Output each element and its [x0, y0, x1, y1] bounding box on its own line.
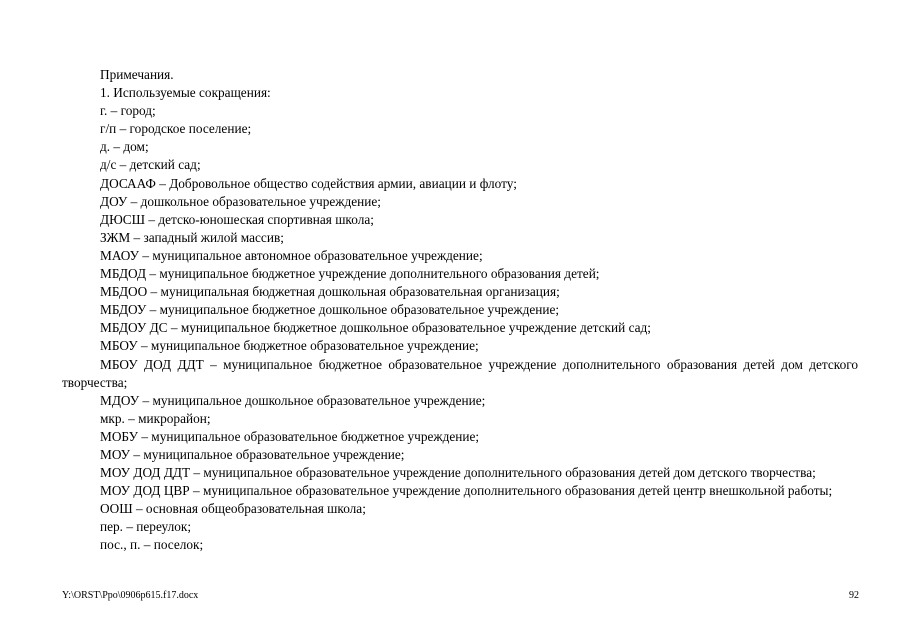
abbreviation-line: г. – город; — [100, 103, 156, 119]
abbreviation-line: МБОУ – муниципальное бюджетное образовательное учреждение; — [100, 338, 479, 354]
abbreviation-line: ООШ – основная общеобразовательная школа; — [100, 501, 366, 517]
abbreviation-line: пер. – переулок; — [100, 519, 192, 535]
abbreviation-line: ДОСААФ – Добровольное общество содействия армии, авиации и флоту; — [100, 175, 517, 191]
abbreviations-heading: 1. Используемые сокращения: — [100, 85, 271, 101]
abbreviation-line: МБДОО – муниципальная бюджетная дошкольная образовательная организация; — [100, 284, 560, 300]
abbreviation-line: МАОУ – муниципальное автономное образовательное учреждение; — [100, 247, 483, 263]
abbreviation-line: МОУ ДОД ДДТ – муниципальное образовательное учреждение дополнительного образования детей дом детского творчества; — [100, 465, 816, 481]
abbreviation-line: мкр. – микрорайон; — [100, 410, 211, 426]
abbreviation-line: МБДОД – муниципальное бюджетное учреждение дополнительного образования детей; — [100, 266, 600, 282]
abbreviation-line: ДОУ – дошкольное образовательное учреждение; — [100, 193, 381, 209]
abbreviation-line: д/с – детский сад; — [100, 157, 201, 173]
abbreviation-line: МОБУ – муниципальное образовательное бюджетное учреждение; — [100, 428, 480, 444]
notes-heading: Примечания. — [100, 67, 174, 82]
abbreviation-line: ЗЖМ – западный жилой массив; — [100, 229, 284, 245]
abbreviation-line: ДЮСШ – детско-юношеская спортивная школа; — [100, 211, 374, 227]
abbreviation-line: МБДОУ – муниципальное бюджетное дошкольное образовательное учреждение; — [100, 302, 560, 318]
abbreviation-line: МДОУ – муниципальное дошкольное образовательное учреждение; — [100, 392, 486, 408]
footer-file-path: Y:\ORST\Ppo\0906p615.f17.docx — [62, 590, 199, 601]
abbreviation-line: МБОУ ДОД ДДТ – муниципальное бюджетное образовательное учреждение дополнительного образования детей дом детского творчества; — [62, 356, 858, 390]
abbreviation-line: МОУ ДОД ЦВР – муниципальное образовательное учреждение дополнительного образования детей центр внешкольной работы; — [100, 483, 833, 499]
abbreviation-line: МБДОУ ДС – муниципальное бюджетное дошкольное образовательное учреждение детский сад; — [100, 320, 651, 336]
abbreviation-line: пос., п. – поселок; — [100, 537, 204, 553]
abbreviation-line: МОУ – муниципальное образовательное учреждение; — [100, 446, 405, 462]
abbreviation-line: д. – дом; — [100, 139, 149, 155]
abbreviation-line: г/п – городское поселение; — [100, 121, 252, 137]
page-number: 92 — [849, 590, 859, 601]
document-body — [62, 66, 858, 555]
